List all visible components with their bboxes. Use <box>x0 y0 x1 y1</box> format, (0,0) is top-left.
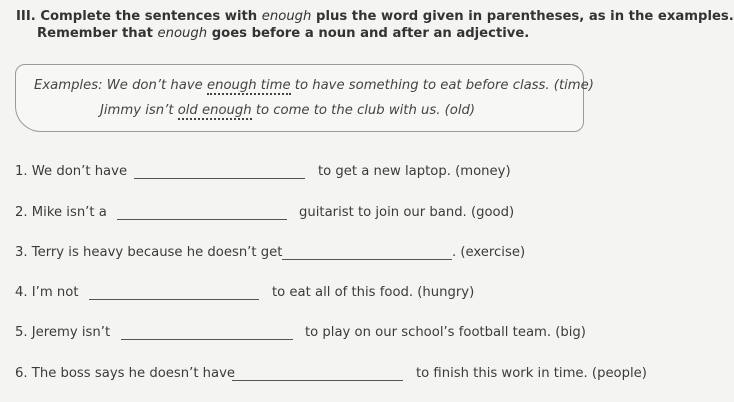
item-5-prompt: 5. Jeremy isn’t <box>15 325 111 340</box>
item-2-prompt: 2. Mike isn’t a <box>15 205 107 220</box>
item-1-cue: to get a new laptop. (money) <box>318 164 511 179</box>
item-3-prompt: 3. Terry is heavy because he doesn’t get <box>15 245 283 260</box>
example-text: Jimmy isn’t <box>100 103 178 118</box>
example-answer: enough time <box>206 78 291 93</box>
instructions-emphasis: enough <box>261 9 312 24</box>
instructions-text: plus the word given in parentheses, as in the examples. <box>311 9 734 24</box>
item-6-cue: to finish this work in time. (people) <box>416 366 647 381</box>
instructions-line-2 <box>16 25 684 42</box>
item-6-prompt: 6. The boss says he doesn’t have <box>15 366 236 381</box>
item-4-cue: to eat all of this food. (hungry) <box>272 285 475 300</box>
example-text: to come to the club with us. (old) <box>251 103 476 118</box>
item-5-answer-blank[interactable] <box>121 339 293 340</box>
instructions-line-1 <box>16 8 734 25</box>
example-text: to have something to eat before class. (time) <box>290 78 594 93</box>
item-3-answer-blank[interactable] <box>282 259 452 260</box>
item-2-cue: guitarist to join our band. (good) <box>299 205 515 220</box>
instructions-text: III. Complete the sentences with <box>16 9 262 24</box>
example-1 <box>34 78 594 93</box>
item-6-answer-blank[interactable] <box>232 380 403 381</box>
item-4-prompt: 4. I’m not <box>15 285 79 300</box>
instructions-emphasis: enough <box>157 26 208 41</box>
item-5-cue: to play on our school’s football team. (big) <box>305 325 586 340</box>
item-2-answer-blank[interactable] <box>117 219 287 220</box>
item-3-cue: . (exercise) <box>452 245 526 260</box>
examples-box <box>15 64 594 132</box>
instructions-text: Remember that <box>37 26 158 41</box>
instructions-text: goes before a noun and after an adjective. <box>207 26 530 41</box>
example-2 <box>100 103 475 118</box>
example-text: Examples: We don’t have <box>34 78 207 93</box>
item-1-answer-blank[interactable] <box>134 178 305 179</box>
exercise-instructions <box>16 8 734 42</box>
example-answer: old enough <box>177 103 252 118</box>
item-1-prompt: 1. We don’t have <box>15 164 128 179</box>
item-4-answer-blank[interactable] <box>89 299 259 300</box>
